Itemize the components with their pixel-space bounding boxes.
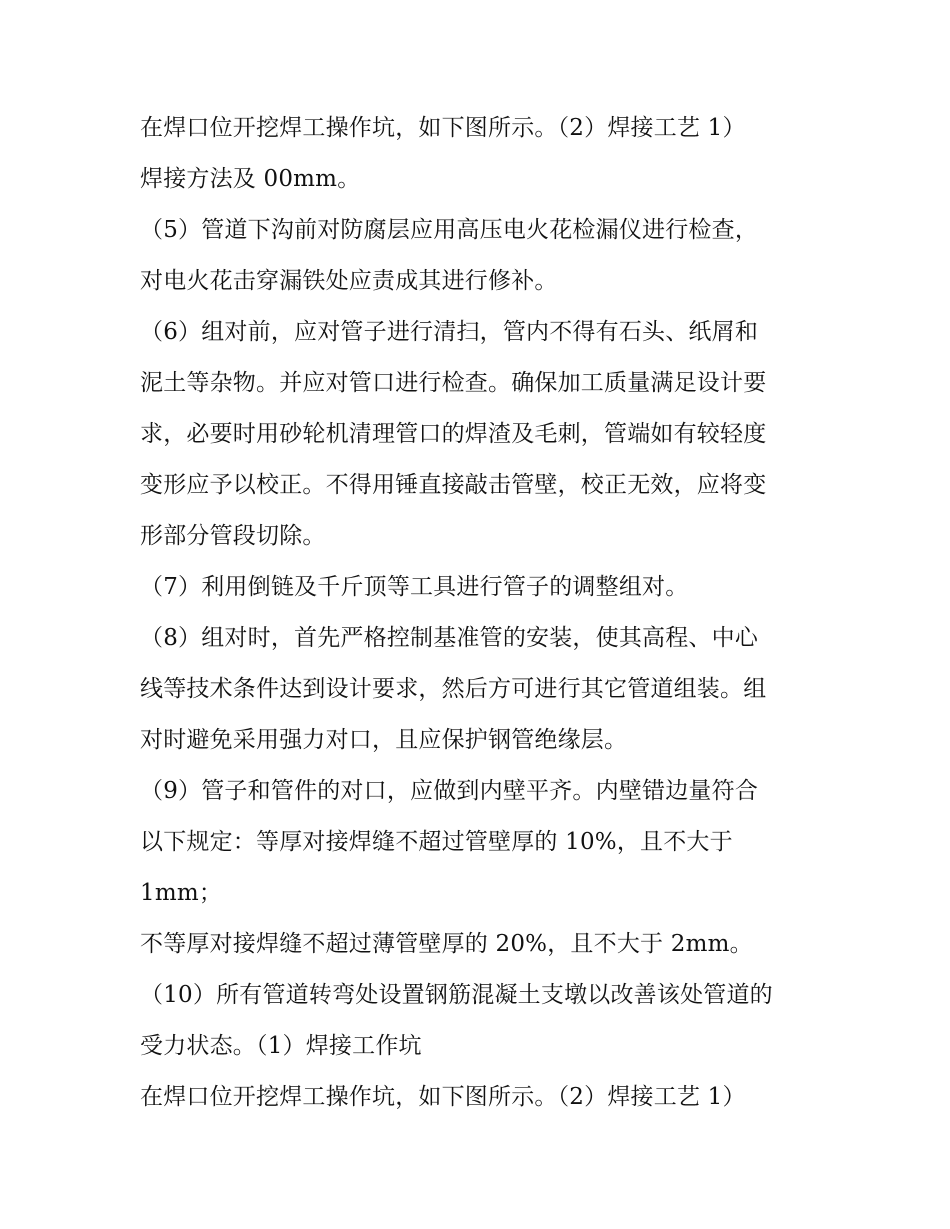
- text-line: 泥土等杂物。并应对管口进行检查。确保加工质量满足设计要: [140, 370, 767, 396]
- text-line: 在焊口位开挖焊工操作坑，如下图所示。（2）焊接工艺 1）: [140, 115, 746, 141]
- text-line: 对时避免采用强力对口，且应保护钢管绝缘层。: [140, 727, 628, 753]
- text-line: （9）管子和管件的对口，应做到内壁平齐。内壁错边量符合: [140, 778, 759, 804]
- text-line: 1mm；: [140, 880, 223, 906]
- text-line: 形部分管段切除。: [140, 523, 326, 549]
- text-line: 对电火花击穿漏铁处应责成其进行修补。: [140, 268, 558, 294]
- text-line: 不等厚对接焊缝不超过薄管壁厚的 20%，且不大于 2mm。: [140, 931, 753, 957]
- text-line: 线等技术条件达到设计要求，然后方可进行其它管道组装。组: [140, 676, 767, 702]
- text-line: （8）组对时，首先严格控制基准管的安装，使其高程、中心: [140, 625, 759, 651]
- document-body: [140, 103, 820, 1123]
- text-line: （5）管道下沟前对防腐层应用高压电火花检漏仪进行检查，: [140, 217, 759, 243]
- text-line: 受力状态。（1）焊接工作坑: [140, 1033, 422, 1059]
- text-line: （6）组对前，应对管子进行清扫，管内不得有石头、纸屑和: [140, 319, 759, 345]
- text-line: 在焊口位开挖焊工操作坑，如下图所示。（2）焊接工艺 1）: [140, 1084, 746, 1110]
- text-line: 求，必要时用砂轮机清理管口的焊渣及毛刺，管端如有较轻度: [140, 421, 767, 447]
- text-line: （10）所有管道转弯处设置钢筋混凝土支墩以改善该处管道的: [140, 982, 773, 1008]
- text-line: 变形应予以校正。不得用锤直接敲击管壁，校正无效，应将变: [140, 472, 767, 498]
- text-line: 以下规定：等厚对接焊缝不超过管壁厚的 10%，且不大于: [140, 829, 733, 855]
- text-line: （7）利用倒链及千斤顶等工具进行管子的调整组对。: [140, 574, 689, 600]
- text-line: 焊接方法及 00mm。: [140, 166, 361, 192]
